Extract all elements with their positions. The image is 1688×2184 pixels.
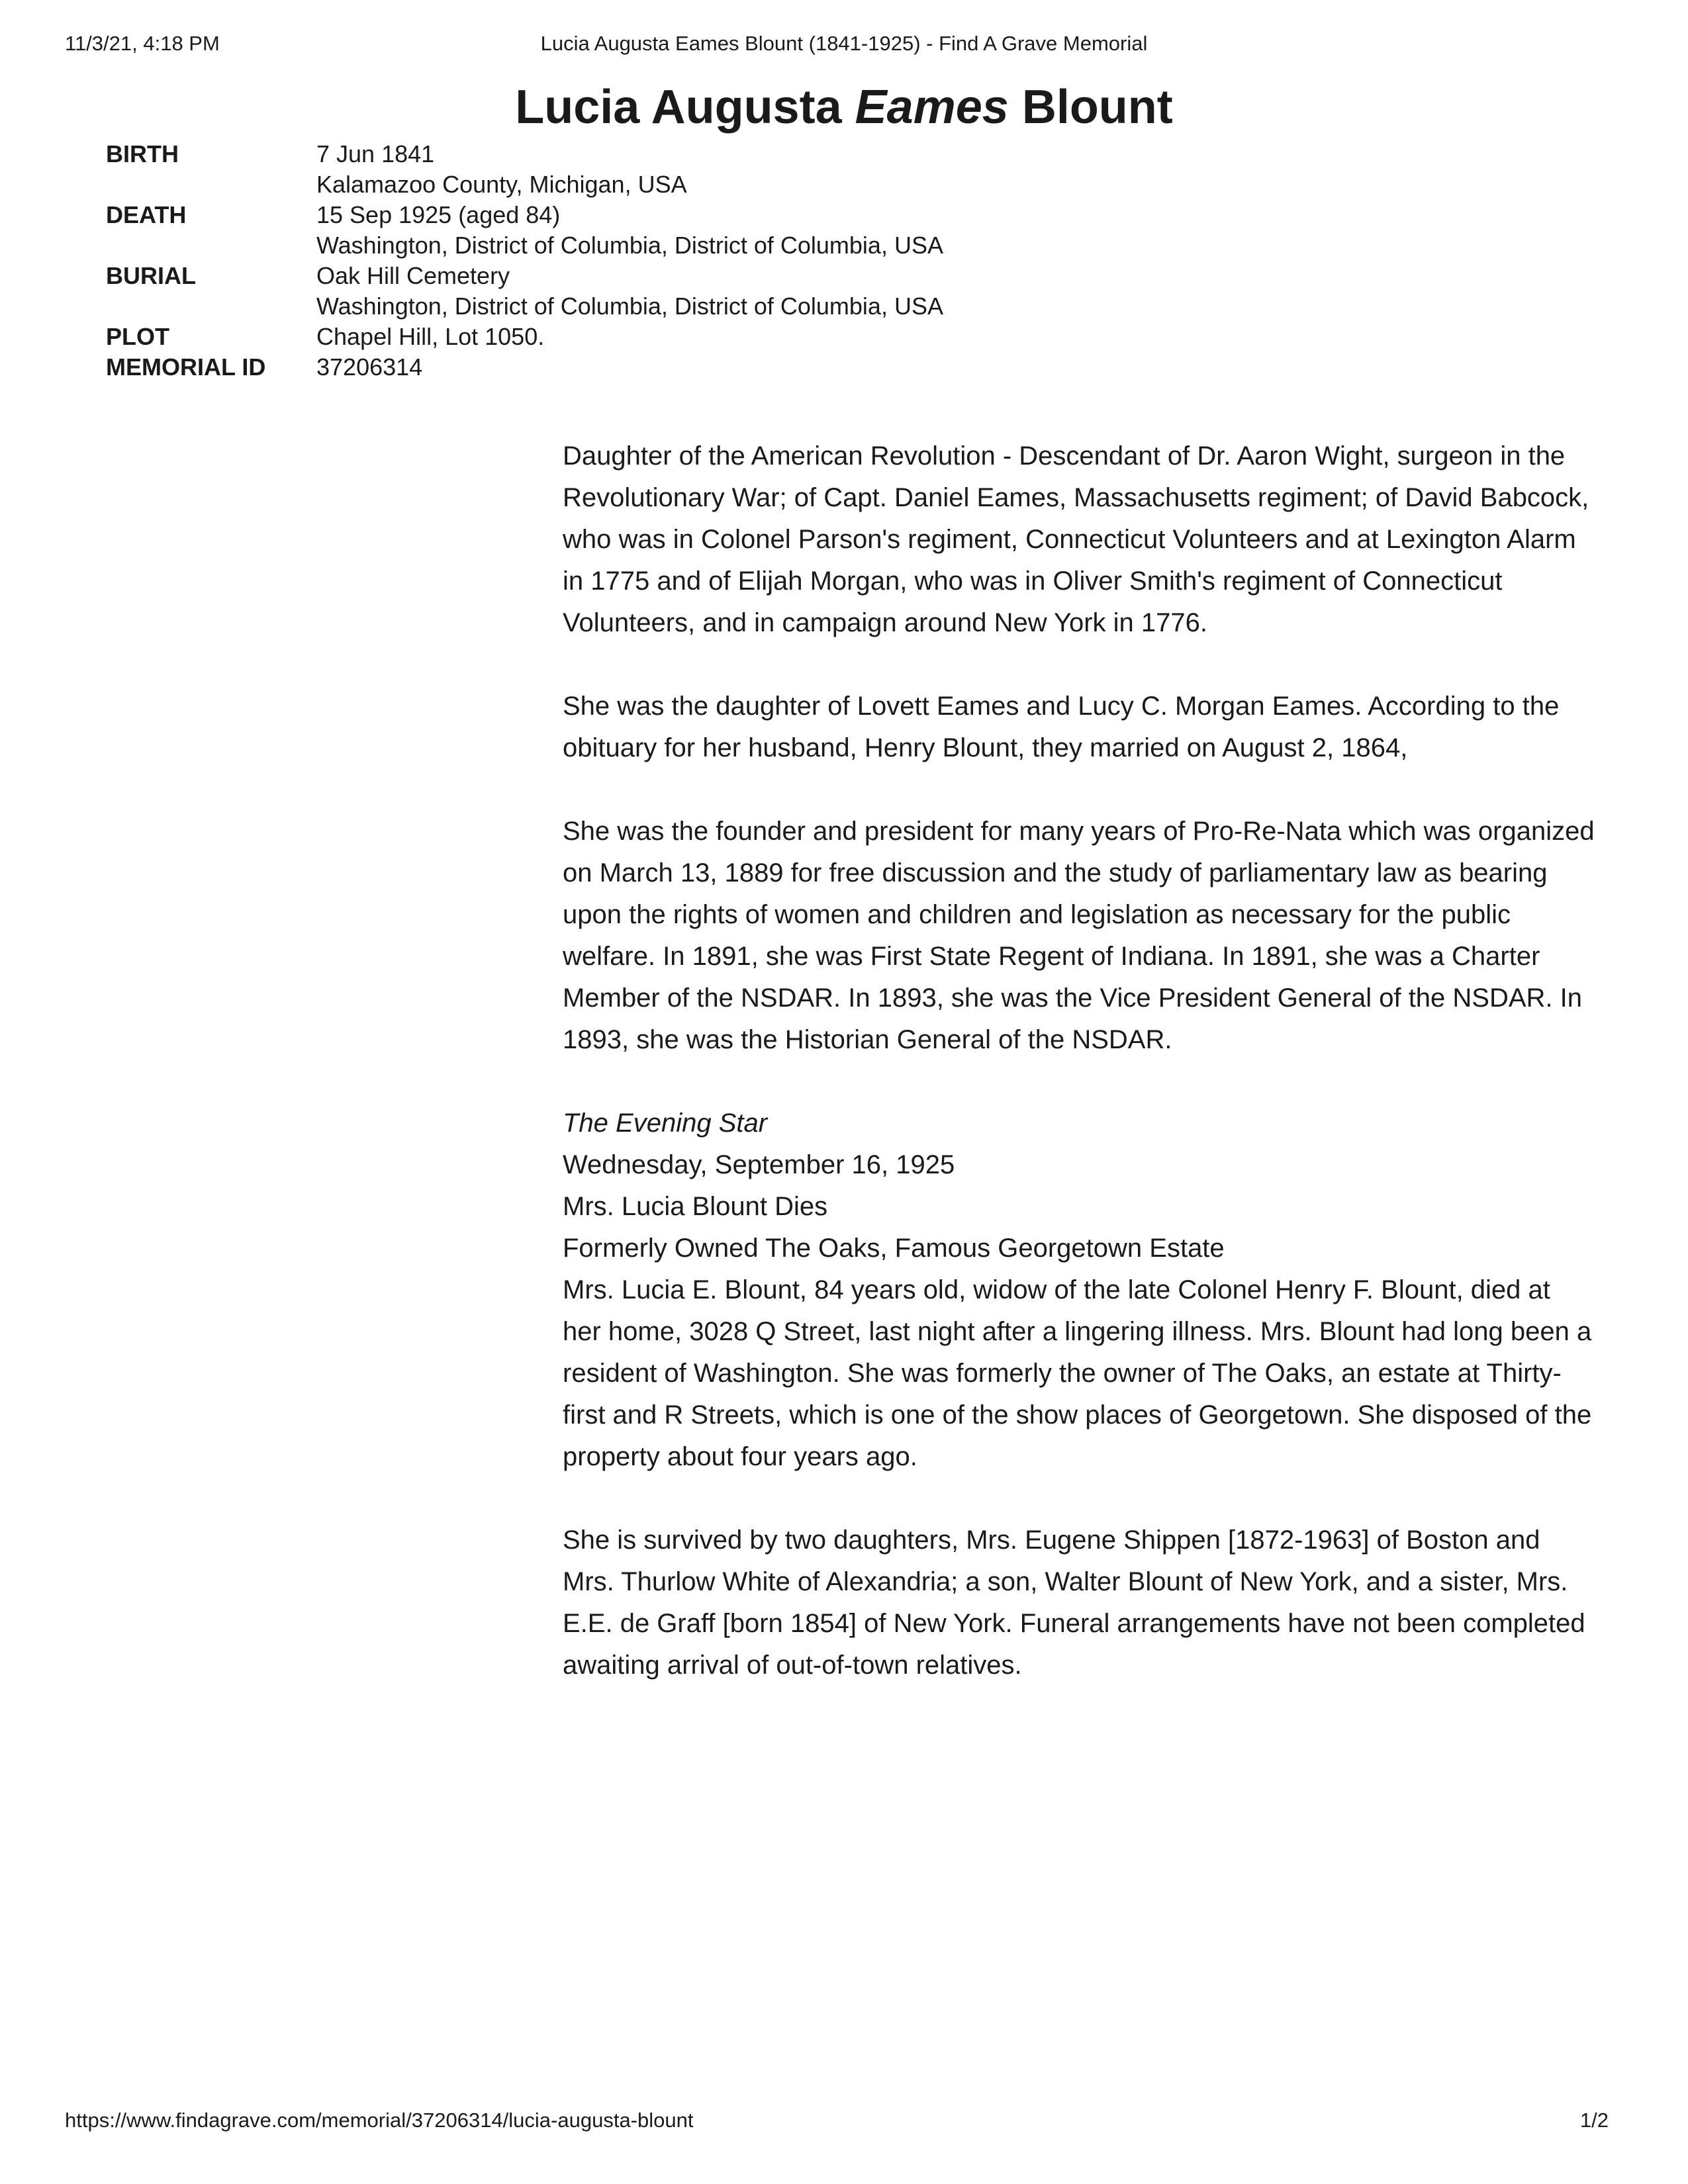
fact-label: MEMORIAL ID — [106, 353, 266, 381]
print-datetime: 11/3/21, 4:18 PM — [65, 32, 220, 55]
bio-paragraph: Daughter of the American Revolution - Descendant of Dr. Aaron Wight, surgeon in the Revolutionary War; of Capt. Daniel Eames, Massachusetts regiment; of David Babcock, who was in Colonel Parson's regiment, Connecticut Volunteers and at Lexington Alarm in 1775 and of Elijah Morgan, who was in Oliver Smith's regiment of Connecticut Volunteers, and in campaign around New York in 1776. — [563, 441, 1589, 637]
birth-place: Kalamazoo County, Michigan, USA — [316, 171, 687, 198]
fact-plot — [106, 322, 1165, 352]
bio-paragraph: She was the daughter of Lovett Eames and Lucy C. Morgan Eames. According to the obituary for her husband, Henry Blount, they married on August 2, 1864, — [563, 692, 1560, 762]
memorial-surname: Blount — [1021, 81, 1173, 134]
print-page-title: Lucia Augusta Eames Blount (1841-1925) - Find A Grave Memorial — [540, 32, 1148, 55]
memorial-name — [0, 77, 1688, 138]
memorial-first-names: Lucia Augusta — [515, 81, 842, 134]
print-header — [65, 29, 1623, 58]
obituary-headline: Mrs. Lucia Blount Dies — [563, 1192, 828, 1221]
burial-cemetery: Oak Hill Cemetery — [316, 262, 510, 289]
memorial-id-value: 37206314 — [316, 353, 423, 381]
fact-burial — [106, 261, 1165, 322]
bio-paragraph: She was the founder and president for many years of Pro-Re-Nata which was organized on March 13, 1889 for free discussion and the study of parliamentary law as bearing upon the rights of women and children and legislation as necessary for the public welfare. In 1891, she was First State Regent of Indiana. In 1891, she was a Charter Member of the NSDAR. In 1893, she was the Vice President General of the NSDAR. In 1893, she was the Historian General of the NSDAR. — [563, 817, 1595, 1054]
memorial-maiden-name: Eames — [855, 81, 1009, 134]
plot-value: Chapel Hill, Lot 1050. — [316, 323, 545, 350]
bio-paragraph: She is survived by two daughters, Mrs. Eugene Shippen [1872-1963] of Boston and Mrs. Thurlow White of Alexandria; a son, Walter Blount of New York, and a sister, Mrs. E.E. de Graff [born 1854] of New York. Funeral arrangements have not been completed awaiting arrival of out-of-town relatives. — [563, 1525, 1585, 1680]
fact-label: BIRTH — [106, 140, 179, 167]
death-date: 15 Sep 1925 (aged 84) — [316, 201, 561, 228]
biography — [563, 435, 1595, 1728]
obituary-subheadline: Formerly Owned The Oaks, Famous Georgetown Estate — [563, 1234, 1225, 1263]
death-place: Washington, District of Columbia, District of Columbia, USA — [316, 232, 943, 259]
obituary-body: Mrs. Lucia E. Blount, 84 years old, widow of the late Colonel Henry F. Blount, died at her home, 3028 Q Street, last night after a lingering illness. Mrs. Blount had long been a resident of Washington. She was formerly the owner of The Oaks, an estate at Thirty-first and R Streets, which is one of the show places of Georgetown. She disposed of the property about four years ago. — [563, 1275, 1592, 1471]
birth-date: 7 Jun 1841 — [316, 140, 435, 167]
fact-death — [106, 200, 1165, 261]
fact-memorial-id — [106, 352, 1165, 383]
obituary-newspaper: The Evening Star — [563, 1109, 768, 1138]
print-page-number: 1/2 — [1579, 2109, 1609, 2132]
fact-birth — [106, 139, 1165, 200]
fact-label: BURIAL — [106, 262, 196, 289]
obituary-date: Wednesday, September 16, 1925 — [563, 1150, 955, 1179]
print-url: https://www.findagrave.com/memorial/37206314/lucia-augusta-blount — [65, 2109, 694, 2132]
fact-label: PLOT — [106, 323, 169, 350]
burial-place: Washington, District of Columbia, District of Columbia, USA — [316, 293, 943, 320]
memorial-facts — [106, 139, 1165, 383]
obituary — [563, 1103, 1595, 1478]
fact-label: DEATH — [106, 201, 187, 228]
print-footer — [65, 2106, 1609, 2135]
